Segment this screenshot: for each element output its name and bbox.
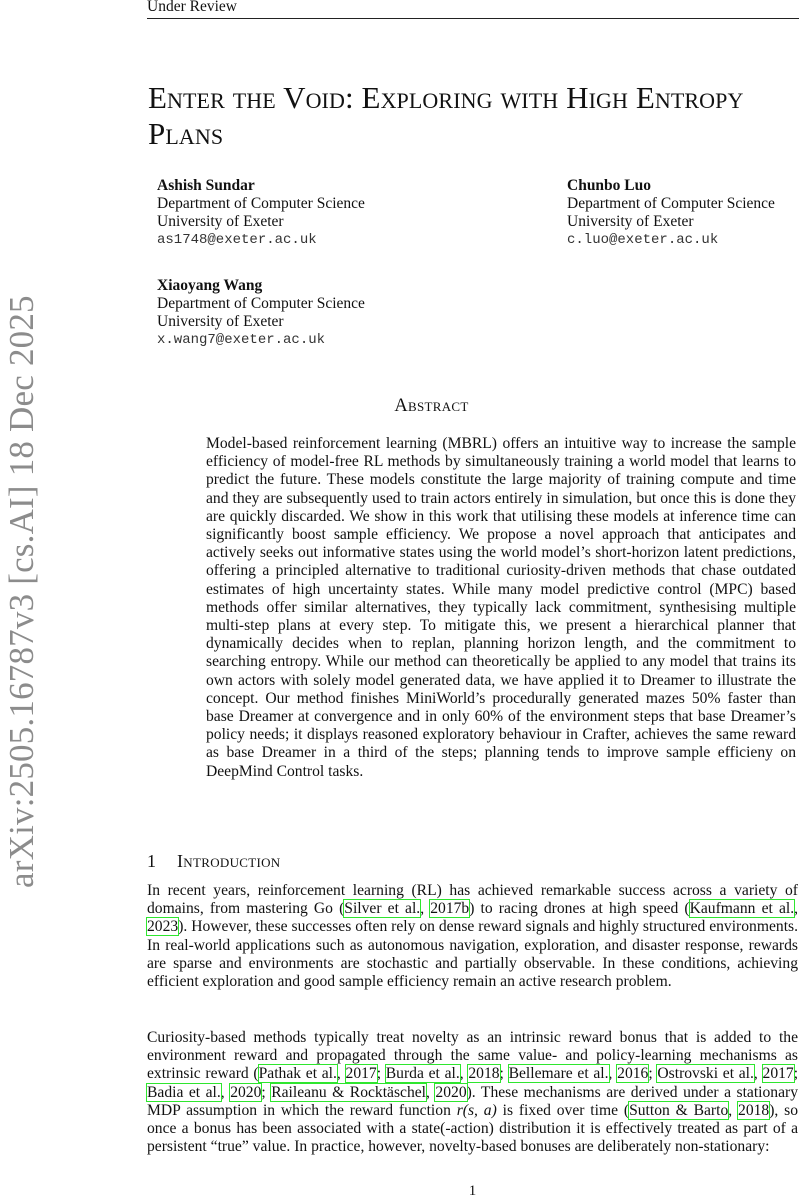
citation-link[interactable]: Silver et al. — [344, 900, 421, 918]
section-heading-introduction — [147, 851, 280, 872]
citation-link[interactable]: 2020 — [230, 1083, 262, 1101]
citation-link[interactable]: 2017 — [762, 1065, 794, 1083]
text-run: In recent years, reinforcement learning (RL) has achieved remarkable success across a variety of domains, from mastering Go ( — [147, 882, 798, 918]
citation-link[interactable]: 2016 — [617, 1065, 649, 1083]
author-university: University of Exeter — [157, 313, 284, 330]
citation-link[interactable]: 2017b — [430, 900, 470, 918]
text-run: , — [794, 900, 799, 918]
intro-paragraph-1 — [147, 882, 798, 991]
text-run: ). These mechanisms are derived under a stationary MDP assumption in which the reward function — [147, 1083, 798, 1119]
author-email[interactable]: c.luo@exeter.ac.uk — [567, 232, 719, 248]
title-line-2: Plans — [148, 116, 224, 151]
author-email[interactable]: as1748@exeter.ac.uk — [157, 232, 317, 248]
text-run: ) to racing drones at high speed ( — [469, 900, 690, 918]
intro-paragraph-2: Curiosity-based methods typically treat novelty as an intrinsic reward bonus that is added to the environment reward and propagated through the same value- and policy-learning mechanisms as extrinsic reward (Pathak et al., 2017; Burda et al., 2018; Bellemare et al., 2016; Ostrovski et al., 2017; Badia et al., 2020; Raileanu & Rocktäschel, 2020). These mechanisms are derived under a stationary MDP assumption in which the reward function r(s, a) is fixed over time (Sutton & Barto, 2018), so once a bonus has been associated with a state(-action) distribution it is effectively treated as part of a persistent “true” value. In practice, however, novelty-based bonuses are deliberately non-stationary: — [147, 1029, 799, 1156]
text-run: Curiosity-based methods typically treat novelty as an intrinsic reward bonus that is added to the environment reward and propagated through the same value- and policy-learning mechanisms as extrinsic reward ( — [147, 1029, 798, 1083]
author-block-1 — [157, 177, 365, 249]
page-number — [0, 1183, 799, 1200]
running-head: Under Review — [147, 0, 799, 19]
arxiv-identifier-stamp[interactable]: arXiv:2505.16787v3 [cs.AI] 18 Dec 2025 — [2, 295, 41, 888]
text-run: ). However, these successes often rely on dense reward signals and highly structured environments. In real-world applications such as autonomous navigation, exploration, and disaster response, rewards are sparse and environments are stochastic and partially observable. In these conditions, achieving efficient exploration and good sample efficiency remain an active research problem. — [147, 918, 798, 991]
citation-link[interactable]: Raileanu & Rocktäschel — [271, 1083, 427, 1101]
abstract-heading: Abstract — [394, 396, 469, 416]
text-run: is fixed over time ( — [496, 1101, 630, 1119]
citation-link[interactable]: 2018 — [468, 1065, 500, 1083]
paper-title — [148, 80, 799, 152]
math-reward-function: r(s, a) — [456, 1101, 497, 1119]
author-name: Xiaoyang Wang — [157, 277, 263, 294]
author-block-3 — [157, 277, 365, 349]
citation-link[interactable]: Burda et al. — [385, 1065, 460, 1083]
citation-link[interactable]: Sutton & Barto — [629, 1101, 729, 1119]
author-dept: Department of Computer Science — [157, 295, 365, 312]
author-email[interactable]: x.wang7@exeter.ac.uk — [157, 332, 326, 348]
citation-link[interactable]: Ostrovski et al. — [657, 1065, 754, 1083]
section-title: Introduction — [177, 851, 281, 871]
citation-link[interactable]: 2023 — [147, 918, 179, 936]
citation-link[interactable]: 2020 — [435, 1083, 467, 1101]
author-block-2 — [567, 177, 775, 249]
citation-link[interactable]: 2018 — [738, 1101, 770, 1119]
citation-link[interactable]: 2017 — [345, 1065, 377, 1083]
page-number-text: 1 — [468, 1183, 477, 1199]
citation-link[interactable]: Bellemare et al. — [508, 1065, 609, 1083]
author-name: Ashish Sundar — [157, 177, 255, 194]
citation-link[interactable]: Badia et al. — [147, 1083, 221, 1101]
author-university: University of Exeter — [157, 213, 284, 230]
text-run: , — [420, 900, 431, 918]
section-number: 1 — [147, 851, 157, 871]
author-name: Chunbo Luo — [567, 177, 652, 194]
citation-link[interactable]: Pathak et al. — [258, 1065, 337, 1083]
abstract-text: Model-based reinforcement learning (MBRL) offers an intuitive way to increase the sample efficiency of model-free RL methods by simultaneously training a world model that learns to predict the future. These models constitute the large majority of training compute and time and they are subsequently used to train actors entirely in simulation, but once this is done they are quickly discarded. We show in this work that utilising these models at inference time can significantly boost sample efficiency. We propose a novel approach that anticipates and actively seeks out informative states using the world model’s short-horizon latent predictions, offering a principled alternative to traditional curiosity-driven methods that chase outdated estimates of high uncertainty states. While many model predictive control (MPC) based methods offer similar alternatives, they typically lack commitment, synthesising multiple multi-step plans at every step. To mitigate this, we present a hierarchical planner that dynamically decides when to replan, planning horizon length, and the commitment to searching entropy. While our method can theoretically be applied to any model that trains its own actors with solely model generated data, we have applied it to Dreamer to illustrate the concept. Our method finishes MiniWorld’s procedurally generated mazes 50% faster than base Dreamer at convergence and in only 60% of the environment steps that base Dreamer’s policy needs; it displays reasoned exploratory behaviour in Crafter, achieves the same reward as base Dreamer in a third of the steps; planning tends to improve sample efficieny on DeepMind Control tasks. — [206, 435, 796, 780]
author-university: University of Exeter — [567, 213, 694, 230]
citation-link[interactable]: Kaufmann et al. — [689, 900, 795, 918]
author-dept: Department of Computer Science — [157, 195, 365, 212]
author-dept: Department of Computer Science — [567, 195, 775, 212]
text-run: ), so once a bonus has been associated with a state(-action) distribution it is effectively treated as part of a persistent “true” value. In practice, however, novelty-based bonuses are deliberately non-stationary: — [147, 1101, 799, 1156]
title-line-1: Enter the Void: Exploring with High Entropy — [148, 80, 744, 115]
